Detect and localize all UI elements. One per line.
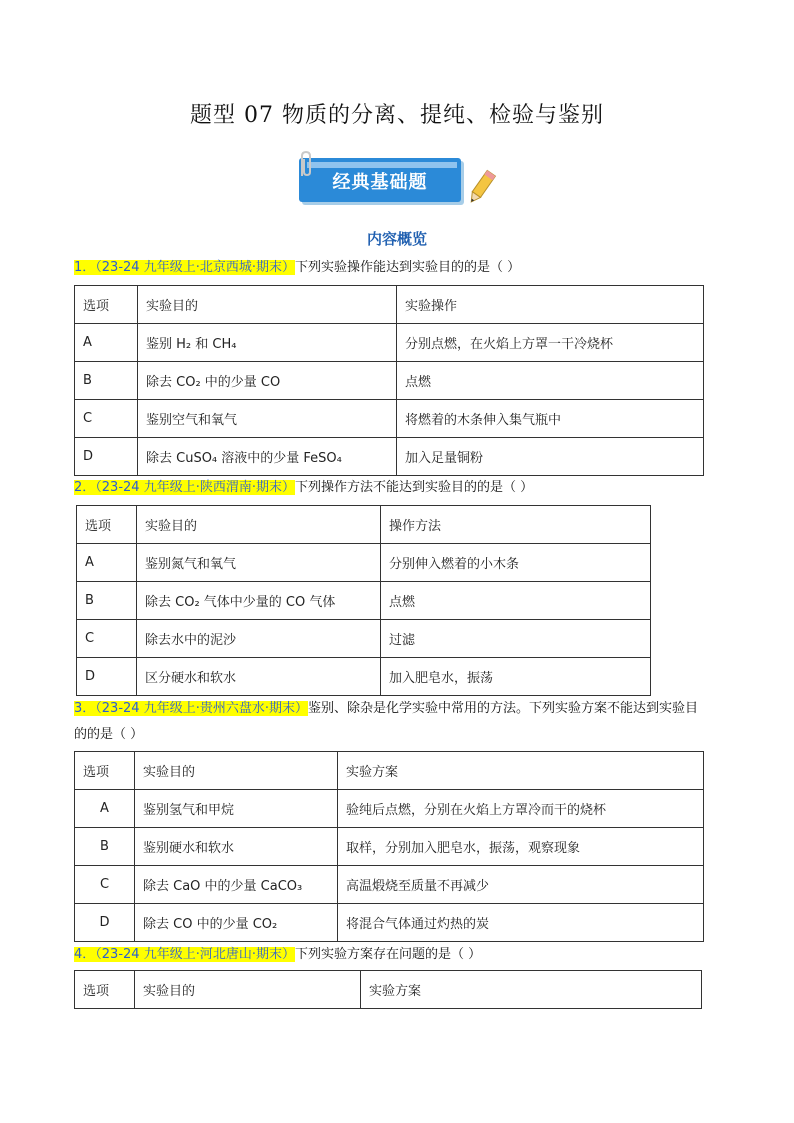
table-row [75,362,704,400]
method-cell: 验纯后点燃，分别在火焰上方罩冷而干的烧杯 [338,790,704,828]
pencil-icon [463,168,499,208]
question-source: （23-24 九年级上·北京西城·期末） [95,260,295,275]
table-header-row [75,971,702,1009]
option-cell: B [75,362,138,400]
question-number: 1． [74,260,96,275]
header-cell: 实验方案 [338,752,704,790]
method-cell: 加入肥皂水，振荡 [381,658,651,696]
page-title: 题型 07 物质的分离、提纯、检验与鉴别 [190,103,604,128]
header-cell: 实验目的 [138,286,397,324]
section-banner [295,150,505,212]
overview-heading: 内容概览 [366,230,427,248]
purpose-cell: 鉴别氢气和甲烷 [135,790,338,828]
question-source: （23-24 九年级上·陕西渭南·期末） [95,480,295,495]
header-cell: 选项 [75,971,135,1009]
question-1 [74,258,520,278]
method-cell: 加入足量铜粉 [397,438,704,476]
method-cell: 高温煅烧至质量不再减少 [338,866,704,904]
table-row [75,790,704,828]
method-cell: 点燃 [381,582,651,620]
option-cell: D [75,438,138,476]
question-text: 下列实验方案存在问题的是（ ） [294,947,482,962]
banner-box [299,158,461,202]
header-cell: 选项 [75,752,135,790]
question-text: 下列操作方法不能达到实验目的的是（ ） [294,480,534,495]
header-cell: 实验目的 [135,971,361,1009]
question-text: 下列实验操作能达到实验目的的是（ ） [294,260,521,275]
table-row [75,866,704,904]
option-cell: B [77,582,137,620]
method-cell: 过滤 [381,620,651,658]
method-cell: 点燃 [397,362,704,400]
header-cell: 实验目的 [137,506,381,544]
question-4-table [74,970,702,1009]
purpose-cell: 除去 CaO 中的少量 CaCO₃ [135,866,338,904]
purpose-cell: 区分硬水和软水 [137,658,381,696]
purpose-cell: 鉴别空气和氧气 [138,400,397,438]
header-cell: 实验方案 [361,971,702,1009]
table-row [77,658,651,696]
purpose-cell: 除去 CO₂ 气体中少量的 CO 气体 [137,582,381,620]
question-3-table [74,751,704,942]
question-3 [74,699,698,719]
table-header-row [75,752,704,790]
question-4 [74,945,481,965]
paperclip-icon [295,150,317,180]
purpose-cell: 鉴别硬水和软水 [135,828,338,866]
table-row [77,544,651,582]
header-cell: 实验操作 [397,286,704,324]
option-cell: D [77,658,137,696]
table-row [75,438,704,476]
question-source: （23-24 九年级上·贵州六盘水·期末） [95,701,308,716]
question-2 [74,478,533,498]
purpose-cell: 除去 CO 中的少量 CO₂ [135,904,338,942]
option-cell: C [75,866,135,904]
method-cell: 分别伸入燃着的小木条 [381,544,651,582]
method-cell: 将混合气体通过灼热的炭 [338,904,704,942]
table-row [77,620,651,658]
header-cell: 操作方法 [381,506,651,544]
option-cell: C [77,620,137,658]
method-cell: 分别点燃，在火焰上方罩一干冷烧杯 [397,324,704,362]
header-cell: 实验目的 [135,752,338,790]
method-cell: 将燃着的木条伸入集气瓶中 [397,400,704,438]
purpose-cell: 鉴别氮气和氧气 [137,544,381,582]
table-row [75,400,704,438]
purpose-cell: 除去水中的泥沙 [137,620,381,658]
table-header-row [77,506,651,544]
option-cell: A [75,324,138,362]
option-cell: B [75,828,135,866]
table-row [77,582,651,620]
question-number: 4． [74,947,96,962]
question-1-table [74,285,704,476]
option-cell: C [75,400,138,438]
table-row [75,324,704,362]
table-header-row [75,286,704,324]
header-cell: 选项 [77,506,137,544]
question-2-table [76,505,651,696]
option-cell: D [75,904,135,942]
header-cell: 选项 [75,286,138,324]
question-number: 3． [74,701,96,716]
question-3-continued: 的的是（ ） [74,727,144,742]
table-row [75,828,704,866]
question-source: （23-24 九年级上·河北唐山·期末） [95,947,295,962]
purpose-cell: 除去 CuSO₄ 溶液中的少量 FeSO₄ [138,438,397,476]
question-text: 鉴别、除杂是化学实验中常用的方法。下列实验方案不能达到实验目 [307,701,698,716]
method-cell: 取样，分别加入肥皂水，振荡，观察现象 [338,828,704,866]
purpose-cell: 鉴别 H₂ 和 CH₄ [138,324,397,362]
banner-label: 经典基础题 [332,172,428,193]
option-cell: A [77,544,137,582]
purpose-cell: 除去 CO₂ 中的少量 CO [138,362,397,400]
question-number: 2． [74,480,96,495]
option-cell: A [75,790,135,828]
table-row [75,904,704,942]
